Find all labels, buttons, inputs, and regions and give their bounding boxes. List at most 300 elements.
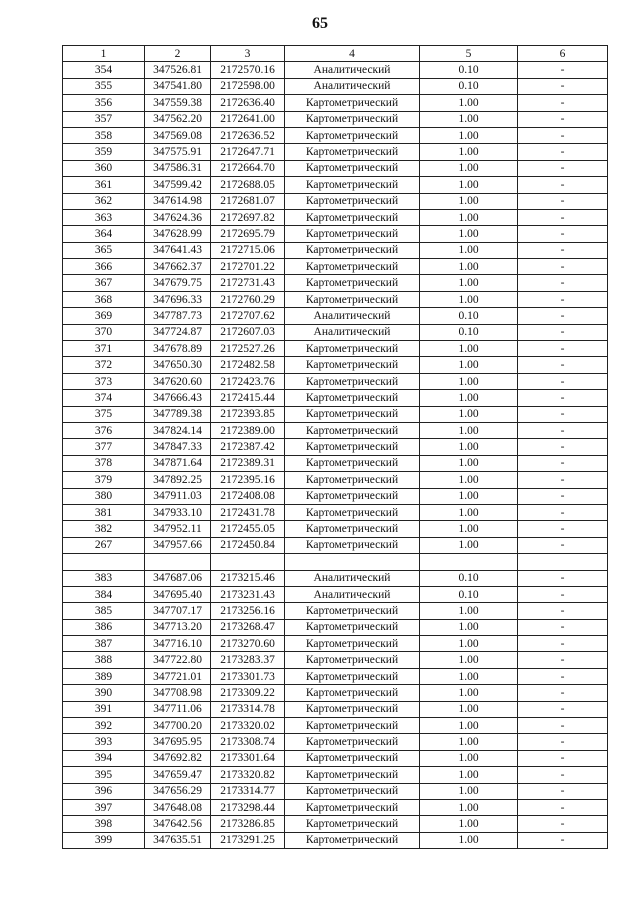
cell-x-coordinate: 347847.33 xyxy=(145,439,211,455)
table-row xyxy=(63,636,608,652)
cell-accuracy: 1.00 xyxy=(420,619,518,635)
cell-note: - xyxy=(518,718,608,734)
cell-method: Картометрический xyxy=(285,504,420,520)
cell-method: Картометрический xyxy=(285,422,420,438)
cell-x-coordinate: 347724.87 xyxy=(145,324,211,340)
cell-point-number: 360 xyxy=(63,160,145,176)
cell-point-number: 365 xyxy=(63,242,145,258)
cell-method: Картометрический xyxy=(285,767,420,783)
cell-accuracy: 1.00 xyxy=(420,226,518,242)
cell-y-coordinate: 2173298.44 xyxy=(211,799,285,815)
cell-y-coordinate: 2172760.29 xyxy=(211,291,285,307)
header-col-6: 6 xyxy=(518,46,608,62)
cell-x-coordinate: 347662.37 xyxy=(145,259,211,275)
cell-note: - xyxy=(518,537,608,553)
cell-y-coordinate: 2173320.82 xyxy=(211,767,285,783)
cell-y-coordinate: 2173256.16 xyxy=(211,603,285,619)
cell-note: - xyxy=(518,504,608,520)
cell-x-coordinate: 347708.98 xyxy=(145,685,211,701)
cell-method: Картометрический xyxy=(285,373,420,389)
table-row xyxy=(63,619,608,635)
cell-note: - xyxy=(518,308,608,324)
table-row xyxy=(63,537,608,553)
cell-point-number: 389 xyxy=(63,668,145,684)
cell-accuracy: 1.00 xyxy=(420,537,518,553)
cell-point-number: 369 xyxy=(63,308,145,324)
cell-point-number: 375 xyxy=(63,406,145,422)
cell-y-coordinate: 2173301.73 xyxy=(211,668,285,684)
cell-method: Картометрический xyxy=(285,537,420,553)
cell-y-coordinate: 2172598.00 xyxy=(211,78,285,94)
cell-accuracy: 0.10 xyxy=(420,570,518,586)
cell-note: - xyxy=(518,209,608,225)
cell-method: Картометрический xyxy=(285,750,420,766)
table-row xyxy=(63,472,608,488)
cell-y-coordinate: 2173314.78 xyxy=(211,701,285,717)
cell-x-coordinate: 347599.42 xyxy=(145,177,211,193)
cell-method: Картометрический xyxy=(285,668,420,684)
cell-y-coordinate: 2172701.22 xyxy=(211,259,285,275)
cell-x-coordinate xyxy=(145,554,211,570)
cell-accuracy: 1.00 xyxy=(420,275,518,291)
cell-accuracy: 0.10 xyxy=(420,586,518,602)
cell-note: - xyxy=(518,95,608,111)
cell-method: Аналитический xyxy=(285,324,420,340)
cell-y-coordinate: 2172681.07 xyxy=(211,193,285,209)
cell-x-coordinate: 347933.10 xyxy=(145,504,211,520)
cell-method: Картометрический xyxy=(285,390,420,406)
table-row xyxy=(63,127,608,143)
table-row xyxy=(63,111,608,127)
cell-method: Картометрический xyxy=(285,111,420,127)
table-row xyxy=(63,275,608,291)
cell-accuracy: 1.00 xyxy=(420,177,518,193)
cell-x-coordinate: 347666.43 xyxy=(145,390,211,406)
cell-point-number: 388 xyxy=(63,652,145,668)
cell-x-coordinate: 347692.82 xyxy=(145,750,211,766)
cell-method: Картометрический xyxy=(285,636,420,652)
cell-point-number: 374 xyxy=(63,390,145,406)
table-row xyxy=(63,62,608,78)
cell-y-coordinate: 2173215.46 xyxy=(211,570,285,586)
cell-method: Картометрический xyxy=(285,177,420,193)
table-row xyxy=(63,554,608,570)
cell-accuracy: 1.00 xyxy=(420,111,518,127)
cell-y-coordinate: 2172707.62 xyxy=(211,308,285,324)
cell-accuracy: 1.00 xyxy=(420,652,518,668)
cell-x-coordinate: 347526.81 xyxy=(145,62,211,78)
cell-accuracy: 1.00 xyxy=(420,832,518,848)
header-row xyxy=(63,46,608,62)
cell-y-coordinate: 2172408.08 xyxy=(211,488,285,504)
cell-point-number: 396 xyxy=(63,783,145,799)
cell-y-coordinate: 2172450.84 xyxy=(211,537,285,553)
coordinates-table xyxy=(62,45,608,849)
cell-y-coordinate: 2172415.44 xyxy=(211,390,285,406)
cell-method: Картометрический xyxy=(285,799,420,815)
cell-note: - xyxy=(518,521,608,537)
cell-method: Картометрический xyxy=(285,718,420,734)
cell-accuracy: 1.00 xyxy=(420,472,518,488)
cell-y-coordinate: 2172607.03 xyxy=(211,324,285,340)
cell-note: - xyxy=(518,603,608,619)
cell-x-coordinate: 347648.08 xyxy=(145,799,211,815)
table-row xyxy=(63,455,608,471)
cell-method: Картометрический xyxy=(285,701,420,717)
cell-note: - xyxy=(518,373,608,389)
cell-accuracy: 1.00 xyxy=(420,95,518,111)
cell-x-coordinate: 347695.40 xyxy=(145,586,211,602)
cell-note: - xyxy=(518,652,608,668)
table-row xyxy=(63,324,608,340)
header-col-1: 1 xyxy=(63,46,145,62)
cell-method: Картометрический xyxy=(285,816,420,832)
table-row xyxy=(63,209,608,225)
cell-accuracy: 1.00 xyxy=(420,209,518,225)
cell-x-coordinate: 347620.60 xyxy=(145,373,211,389)
cell-note: - xyxy=(518,472,608,488)
cell-y-coordinate: 2173320.02 xyxy=(211,718,285,734)
cell-method: Картометрический xyxy=(285,472,420,488)
cell-accuracy: 0.10 xyxy=(420,62,518,78)
cell-note: - xyxy=(518,324,608,340)
cell-note: - xyxy=(518,750,608,766)
cell-accuracy: 0.10 xyxy=(420,78,518,94)
cell-point-number: 354 xyxy=(63,62,145,78)
cell-method: Картометрический xyxy=(285,619,420,635)
cell-note: - xyxy=(518,62,608,78)
table-row xyxy=(63,308,608,324)
table-row xyxy=(63,832,608,848)
cell-point-number: 386 xyxy=(63,619,145,635)
cell-method: Картометрический xyxy=(285,193,420,209)
cell-accuracy: 1.00 xyxy=(420,521,518,537)
cell-point-number: 385 xyxy=(63,603,145,619)
cell-method: Картометрический xyxy=(285,160,420,176)
table-row xyxy=(63,586,608,602)
table-row xyxy=(63,439,608,455)
table-row xyxy=(63,488,608,504)
table-row xyxy=(63,750,608,766)
cell-point-number: 359 xyxy=(63,144,145,160)
cell-note: - xyxy=(518,357,608,373)
cell-y-coordinate: 2172393.85 xyxy=(211,406,285,422)
table-row xyxy=(63,144,608,160)
cell-accuracy: 1.00 xyxy=(420,488,518,504)
table-row xyxy=(63,504,608,520)
cell-point-number: 370 xyxy=(63,324,145,340)
cell-method: Аналитический xyxy=(285,78,420,94)
cell-accuracy: 1.00 xyxy=(420,357,518,373)
cell-x-coordinate: 347695.95 xyxy=(145,734,211,750)
cell-y-coordinate: 2172664.70 xyxy=(211,160,285,176)
table-row xyxy=(63,422,608,438)
cell-note: - xyxy=(518,570,608,586)
cell-x-coordinate: 347656.29 xyxy=(145,783,211,799)
cell-point-number: 376 xyxy=(63,422,145,438)
cell-x-coordinate: 347635.51 xyxy=(145,832,211,848)
cell-note: - xyxy=(518,78,608,94)
cell-y-coordinate: 2172641.00 xyxy=(211,111,285,127)
cell-method: Аналитический xyxy=(285,570,420,586)
cell-method: Картометрический xyxy=(285,95,420,111)
cell-point-number: 371 xyxy=(63,341,145,357)
cell-note: - xyxy=(518,127,608,143)
table-row xyxy=(63,291,608,307)
cell-point-number: 381 xyxy=(63,504,145,520)
table-row xyxy=(63,78,608,94)
cell-note: - xyxy=(518,685,608,701)
cell-x-coordinate: 347911.03 xyxy=(145,488,211,504)
cell-method: Картометрический xyxy=(285,144,420,160)
cell-x-coordinate: 347659.47 xyxy=(145,767,211,783)
cell-y-coordinate: 2173314.77 xyxy=(211,783,285,799)
table-row xyxy=(63,701,608,717)
page-number: 65 xyxy=(312,15,328,32)
table-row xyxy=(63,718,608,734)
cell-method: Картометрический xyxy=(285,521,420,537)
cell-note: - xyxy=(518,291,608,307)
cell-note: - xyxy=(518,144,608,160)
cell-x-coordinate: 347700.20 xyxy=(145,718,211,734)
cell-y-coordinate: 2173309.22 xyxy=(211,685,285,701)
cell-x-coordinate: 347569.08 xyxy=(145,127,211,143)
cell-point-number: 377 xyxy=(63,439,145,455)
table-header xyxy=(63,46,608,62)
table-row xyxy=(63,373,608,389)
cell-y-coordinate xyxy=(211,554,285,570)
table-row xyxy=(63,668,608,684)
cell-method: Картометрический xyxy=(285,406,420,422)
table-row xyxy=(63,160,608,176)
cell-point-number: 363 xyxy=(63,209,145,225)
table-row xyxy=(63,799,608,815)
cell-method: Аналитический xyxy=(285,586,420,602)
table-row xyxy=(63,652,608,668)
cell-y-coordinate: 2172697.82 xyxy=(211,209,285,225)
table-row xyxy=(63,767,608,783)
cell-accuracy: 1.00 xyxy=(420,685,518,701)
cell-method: Картометрический xyxy=(285,341,420,357)
cell-accuracy: 1.00 xyxy=(420,422,518,438)
cell-point-number: 373 xyxy=(63,373,145,389)
cell-method xyxy=(285,554,420,570)
cell-point-number: 391 xyxy=(63,701,145,717)
cell-x-coordinate: 347707.17 xyxy=(145,603,211,619)
cell-point-number: 358 xyxy=(63,127,145,143)
cell-point-number: 390 xyxy=(63,685,145,701)
cell-x-coordinate: 347696.33 xyxy=(145,291,211,307)
cell-x-coordinate: 347678.89 xyxy=(145,341,211,357)
cell-note: - xyxy=(518,160,608,176)
cell-method: Картометрический xyxy=(285,488,420,504)
cell-accuracy: 1.00 xyxy=(420,160,518,176)
cell-accuracy: 1.00 xyxy=(420,455,518,471)
cell-accuracy: 1.00 xyxy=(420,504,518,520)
cell-method: Картометрический xyxy=(285,455,420,471)
header-col-4: 4 xyxy=(285,46,420,62)
cell-accuracy: 0.10 xyxy=(420,308,518,324)
cell-x-coordinate: 347871.64 xyxy=(145,455,211,471)
cell-y-coordinate: 2172636.52 xyxy=(211,127,285,143)
table-row xyxy=(63,357,608,373)
cell-x-coordinate: 347824.14 xyxy=(145,422,211,438)
cell-accuracy: 0.10 xyxy=(420,324,518,340)
cell-note: - xyxy=(518,636,608,652)
cell-point-number: 395 xyxy=(63,767,145,783)
cell-point-number: 378 xyxy=(63,455,145,471)
table-row xyxy=(63,390,608,406)
cell-note: - xyxy=(518,226,608,242)
cell-note: - xyxy=(518,406,608,422)
cell-method: Аналитический xyxy=(285,62,420,78)
cell-point-number: 383 xyxy=(63,570,145,586)
cell-x-coordinate: 347892.25 xyxy=(145,472,211,488)
cell-x-coordinate: 347957.66 xyxy=(145,537,211,553)
cell-accuracy: 1.00 xyxy=(420,783,518,799)
cell-point-number: 267 xyxy=(63,537,145,553)
cell-x-coordinate: 347721.01 xyxy=(145,668,211,684)
cell-y-coordinate: 2173268.47 xyxy=(211,619,285,635)
cell-y-coordinate: 2172695.79 xyxy=(211,226,285,242)
cell-note: - xyxy=(518,816,608,832)
cell-point-number: 364 xyxy=(63,226,145,242)
cell-point-number: 362 xyxy=(63,193,145,209)
cell-y-coordinate: 2172688.05 xyxy=(211,177,285,193)
cell-note: - xyxy=(518,275,608,291)
cell-method: Картометрический xyxy=(285,259,420,275)
cell-point-number: 366 xyxy=(63,259,145,275)
cell-point-number xyxy=(63,554,145,570)
cell-method: Картометрический xyxy=(285,734,420,750)
cell-point-number: 387 xyxy=(63,636,145,652)
cell-x-coordinate: 347650.30 xyxy=(145,357,211,373)
cell-note: - xyxy=(518,767,608,783)
cell-y-coordinate: 2172455.05 xyxy=(211,521,285,537)
cell-note: - xyxy=(518,488,608,504)
cell-point-number: 398 xyxy=(63,816,145,832)
cell-note: - xyxy=(518,422,608,438)
cell-note: - xyxy=(518,177,608,193)
cell-accuracy: 1.00 xyxy=(420,373,518,389)
cell-x-coordinate: 347716.10 xyxy=(145,636,211,652)
cell-accuracy xyxy=(420,554,518,570)
cell-method: Картометрический xyxy=(285,652,420,668)
header-col-3: 3 xyxy=(211,46,285,62)
cell-accuracy: 1.00 xyxy=(420,390,518,406)
table-row xyxy=(63,95,608,111)
cell-x-coordinate: 347628.99 xyxy=(145,226,211,242)
cell-point-number: 384 xyxy=(63,586,145,602)
cell-point-number: 392 xyxy=(63,718,145,734)
cell-y-coordinate: 2173231.43 xyxy=(211,586,285,602)
cell-x-coordinate: 347562.20 xyxy=(145,111,211,127)
cell-note: - xyxy=(518,242,608,258)
cell-method: Картометрический xyxy=(285,603,420,619)
cell-point-number: 361 xyxy=(63,177,145,193)
cell-y-coordinate: 2173291.25 xyxy=(211,832,285,848)
table-row xyxy=(63,603,608,619)
cell-x-coordinate: 347559.38 xyxy=(145,95,211,111)
cell-accuracy: 1.00 xyxy=(420,750,518,766)
cell-method: Картометрический xyxy=(285,275,420,291)
cell-x-coordinate: 347687.06 xyxy=(145,570,211,586)
cell-accuracy: 1.00 xyxy=(420,291,518,307)
cell-accuracy: 1.00 xyxy=(420,242,518,258)
cell-x-coordinate: 347952.11 xyxy=(145,521,211,537)
cell-point-number: 382 xyxy=(63,521,145,537)
cell-note: - xyxy=(518,111,608,127)
table-row xyxy=(63,193,608,209)
table-row xyxy=(63,816,608,832)
cell-method: Картометрический xyxy=(285,226,420,242)
cell-note: - xyxy=(518,341,608,357)
cell-accuracy: 1.00 xyxy=(420,668,518,684)
cell-note: - xyxy=(518,668,608,684)
cell-note: - xyxy=(518,193,608,209)
cell-method: Картометрический xyxy=(285,357,420,373)
cell-point-number: 399 xyxy=(63,832,145,848)
cell-point-number: 368 xyxy=(63,291,145,307)
cell-x-coordinate: 347713.20 xyxy=(145,619,211,635)
cell-y-coordinate: 2172570.16 xyxy=(211,62,285,78)
cell-method: Картометрический xyxy=(285,685,420,701)
cell-x-coordinate: 347679.75 xyxy=(145,275,211,291)
cell-y-coordinate: 2173308.74 xyxy=(211,734,285,750)
cell-point-number: 355 xyxy=(63,78,145,94)
cell-note xyxy=(518,554,608,570)
cell-note: - xyxy=(518,701,608,717)
cell-y-coordinate: 2173301.64 xyxy=(211,750,285,766)
table-row xyxy=(63,177,608,193)
cell-x-coordinate: 347642.56 xyxy=(145,816,211,832)
cell-point-number: 397 xyxy=(63,799,145,815)
cell-point-number: 380 xyxy=(63,488,145,504)
cell-note: - xyxy=(518,619,608,635)
cell-y-coordinate: 2172647.71 xyxy=(211,144,285,160)
cell-note: - xyxy=(518,455,608,471)
cell-method: Картометрический xyxy=(285,832,420,848)
cell-method: Картометрический xyxy=(285,783,420,799)
header-col-5: 5 xyxy=(420,46,518,62)
cell-note: - xyxy=(518,439,608,455)
cell-method: Картометрический xyxy=(285,291,420,307)
cell-y-coordinate: 2172395.16 xyxy=(211,472,285,488)
table-row xyxy=(63,783,608,799)
cell-point-number: 372 xyxy=(63,357,145,373)
cell-accuracy: 1.00 xyxy=(420,439,518,455)
cell-x-coordinate: 347641.43 xyxy=(145,242,211,258)
cell-y-coordinate: 2173286.85 xyxy=(211,816,285,832)
cell-x-coordinate: 347711.06 xyxy=(145,701,211,717)
cell-note: - xyxy=(518,799,608,815)
table-row xyxy=(63,570,608,586)
table-row xyxy=(63,226,608,242)
cell-point-number: 367 xyxy=(63,275,145,291)
cell-accuracy: 1.00 xyxy=(420,701,518,717)
cell-note: - xyxy=(518,586,608,602)
table-row xyxy=(63,685,608,701)
cell-note: - xyxy=(518,259,608,275)
cell-y-coordinate: 2172431.78 xyxy=(211,504,285,520)
cell-accuracy: 1.00 xyxy=(420,259,518,275)
cell-note: - xyxy=(518,390,608,406)
cell-y-coordinate: 2172423.76 xyxy=(211,373,285,389)
cell-method: Картометрический xyxy=(285,242,420,258)
cell-accuracy: 1.00 xyxy=(420,341,518,357)
cell-x-coordinate: 347722.80 xyxy=(145,652,211,668)
cell-method: Картометрический xyxy=(285,209,420,225)
